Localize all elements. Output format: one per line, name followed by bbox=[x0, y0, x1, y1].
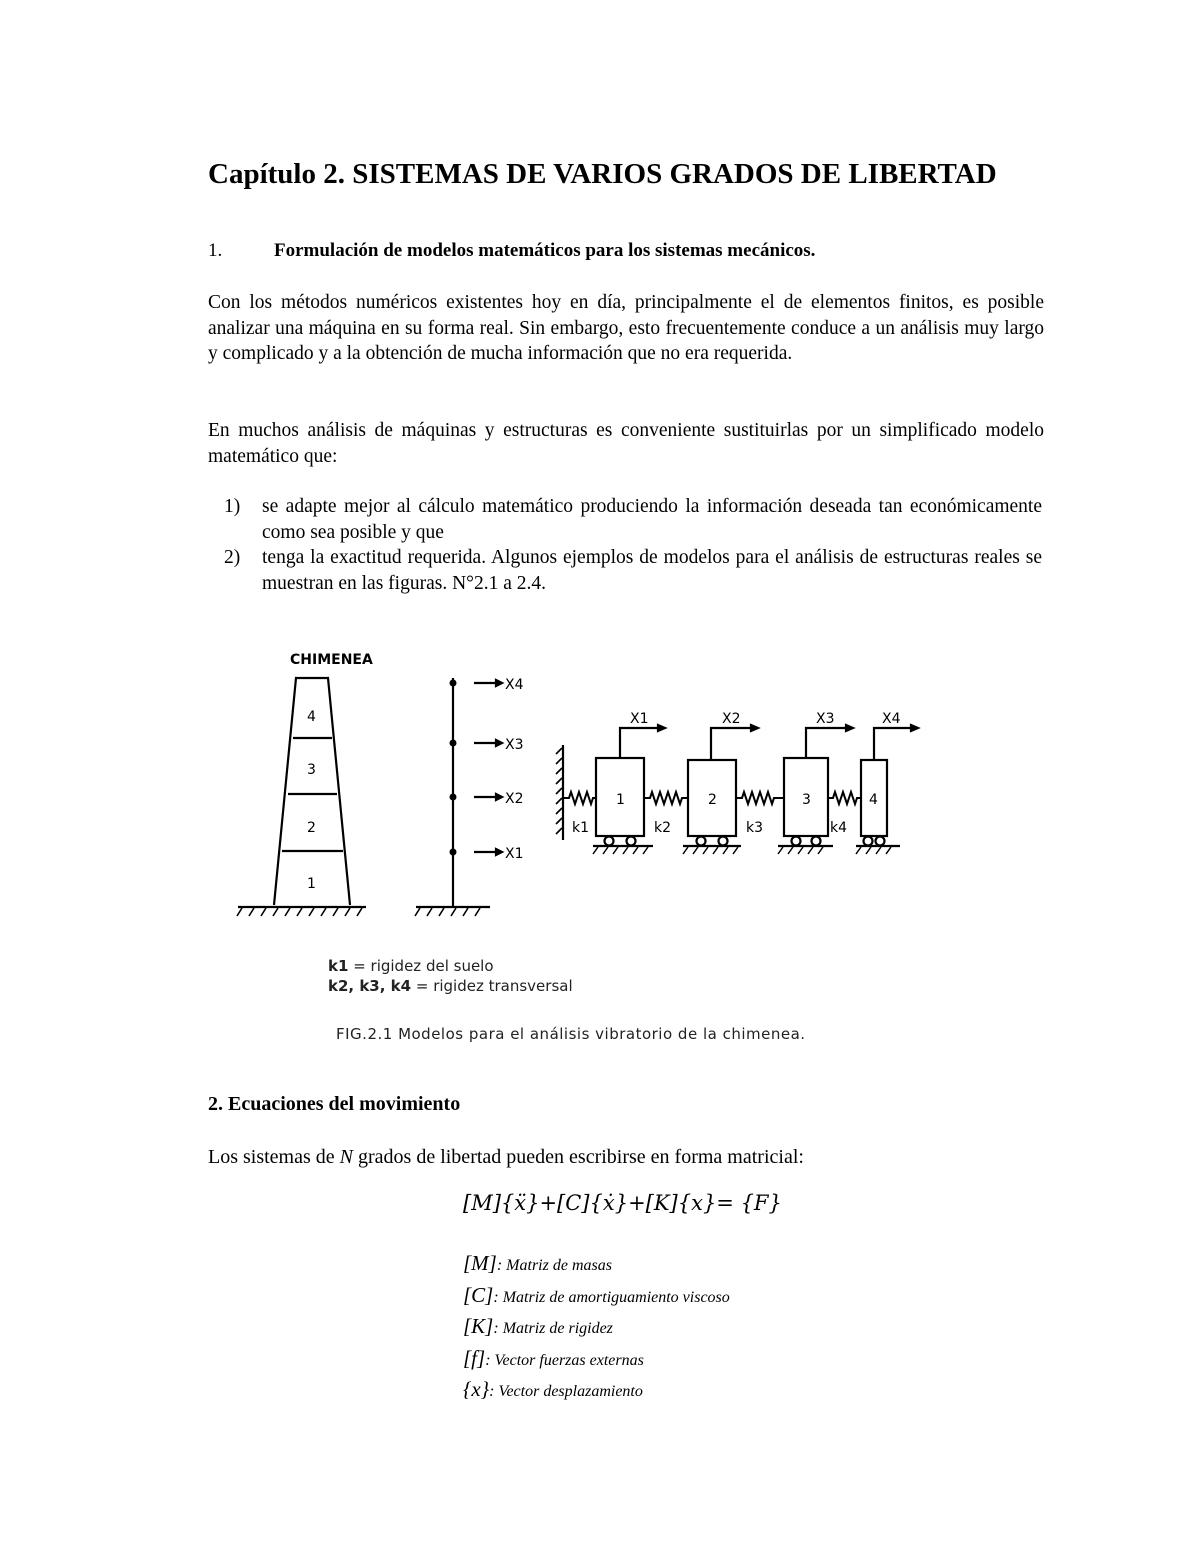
definition-text: : Vector fuerzas externas bbox=[485, 1351, 644, 1369]
figure-legend bbox=[328, 956, 573, 996]
list-item-text: tenga la exactitud requerida. Algunos ejemplos de modelos para el análisis de estructuras reales se muestran en las figuras. N°2.1 a 2.4. bbox=[262, 547, 1042, 594]
legend-text: = rigidez transversal bbox=[411, 977, 573, 995]
definition-item bbox=[463, 1344, 730, 1376]
spring-k3 bbox=[736, 792, 784, 804]
legend-symbol: k2, k3, k4 bbox=[328, 977, 412, 995]
list-item-number: 2) bbox=[224, 547, 241, 568]
definition-item bbox=[463, 1312, 730, 1344]
ground-hatch bbox=[237, 908, 362, 916]
dof-label: X3 bbox=[816, 711, 835, 727]
mass-label: 1 bbox=[616, 792, 625, 808]
spring-k4 bbox=[828, 792, 861, 804]
dof-label: X2 bbox=[722, 711, 741, 727]
segment-label: 1 bbox=[307, 876, 316, 892]
mass-label: 3 bbox=[802, 792, 811, 808]
mass-label: 4 bbox=[869, 792, 878, 808]
figure-chimney-models bbox=[228, 640, 928, 1060]
section-1-heading bbox=[208, 240, 815, 262]
dof-label: X4 bbox=[882, 711, 901, 727]
section-2-heading: 2. Ecuaciones del movimiento bbox=[208, 1093, 461, 1115]
spring-label: k2 bbox=[654, 820, 672, 836]
mass-label: 2 bbox=[708, 792, 717, 808]
intro-variable: N bbox=[339, 1146, 353, 1168]
list-item bbox=[208, 494, 1042, 545]
definition-item bbox=[463, 1249, 730, 1281]
definition-symbol: {x} bbox=[463, 1377, 490, 1401]
list-item-text: se adapte mejor al cálculo matemático produciendo la información deseada tan económicamente como sea posible y que bbox=[262, 496, 1042, 543]
definition-item bbox=[463, 1375, 730, 1407]
definition-text: : Matriz de rigidez bbox=[493, 1320, 613, 1337]
chapter-title: Capítulo 2. SISTEMAS DE VARIOS GRADOS DE LIBERTAD bbox=[208, 158, 997, 190]
definition-symbol: [f] bbox=[463, 1345, 486, 1370]
section-1-number: 1. bbox=[208, 240, 223, 261]
chimney-label: CHIMENEA bbox=[290, 652, 373, 668]
paragraph-2: En muchos análisis de máquinas y estructuras es conveniente sustituirlas por un simplificado modelo matemático que: bbox=[208, 420, 1044, 467]
figure-caption: FIG.2.1 Modelos para el análisis vibratorio de la chimenea. bbox=[336, 1025, 806, 1043]
spring-label: k4 bbox=[830, 820, 848, 836]
definition-symbol: [K] bbox=[463, 1314, 494, 1338]
spring-k1 bbox=[564, 792, 596, 804]
definition-item bbox=[463, 1281, 730, 1313]
numbered-list bbox=[208, 494, 1042, 596]
dof-label: X2 bbox=[505, 791, 524, 807]
equation-of-motion: [M]{ẍ}+[C]{ẋ}+[K]{x}= {F} bbox=[463, 1191, 782, 1215]
section-1-title: Formulación de modelos matemáticos para los sistemas mecánicos. bbox=[274, 240, 816, 261]
definition-text: : Vector desplazamiento bbox=[489, 1383, 643, 1400]
list-item-number: 1) bbox=[224, 496, 241, 517]
dof-label: X1 bbox=[505, 846, 524, 862]
spring-label: k1 bbox=[572, 820, 590, 836]
segment-label: 2 bbox=[307, 820, 316, 836]
wall-hatch bbox=[556, 748, 562, 834]
spring-k2 bbox=[644, 792, 688, 804]
paragraph-1: Con los métodos numéricos existentes hoy en día, principalmente el de elementos finitos, es posible analizar una máquina en su forma real. Sin embargo, esto frecuentemente conduce a un análisis muy largo y complicado y a la obtención de mucha información que no era requerida. bbox=[208, 292, 1044, 364]
ground-hatch bbox=[415, 908, 480, 916]
definition-symbol: [M] bbox=[463, 1251, 497, 1275]
paragraph-3 bbox=[208, 1146, 804, 1169]
definitions-list bbox=[463, 1249, 730, 1407]
spring-label: k3 bbox=[746, 820, 764, 836]
legend-text: = rigidez del suelo bbox=[348, 957, 494, 975]
definition-symbol: [C] bbox=[463, 1282, 494, 1307]
segment-label: 4 bbox=[307, 709, 316, 725]
intro-text: grados de libertad pueden escribirse en forma matricial: bbox=[353, 1146, 804, 1168]
legend-symbol: k1 bbox=[328, 957, 349, 975]
intro-text: Los sistemas de bbox=[208, 1146, 340, 1168]
segment-label: 3 bbox=[307, 762, 316, 778]
list-item bbox=[208, 545, 1042, 596]
definition-text: : Matriz de masas bbox=[496, 1257, 612, 1274]
dof-label: X1 bbox=[630, 711, 649, 727]
dof-label: X3 bbox=[505, 737, 524, 753]
dof-label: X4 bbox=[505, 677, 524, 693]
definition-text: : Matriz de amortiguamiento viscoso bbox=[493, 1288, 730, 1306]
